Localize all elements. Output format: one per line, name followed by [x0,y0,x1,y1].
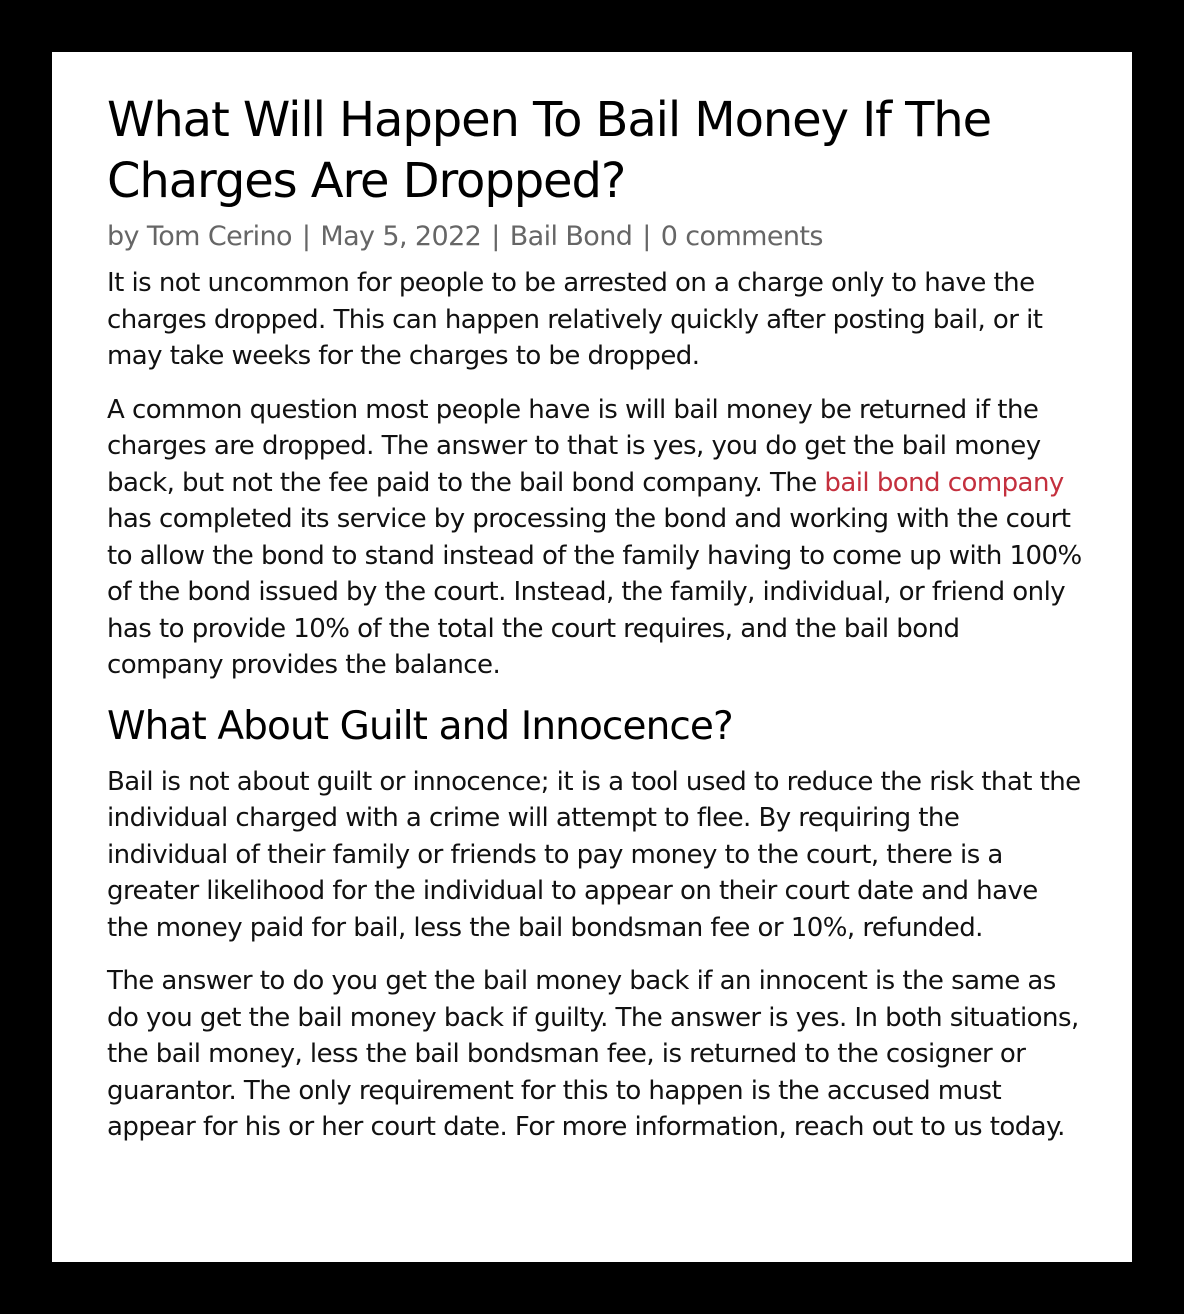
paragraph-intro: It is not uncommon for people to be arrested on a charge only to have the charges dropped. This can happen relatively quickly after posting bail, or it may take weeks for the charges to be dropped. [107,268,1043,371]
paragraph-bail-return [107,392,1082,684]
paragraph-conclusion: The answer to do you get the bail money back if an innocent is the same as do you get the bail money back if guilty. The answer is yes. In both situations, the bail money, less the bail bondsman fee, is returned to the cosigner or guarantor. The only requirement for this to happen is the accused must appear for his or her court date. For more information, reach out to us today. [107,966,1079,1142]
meta-separator: | [491,221,500,252]
article-content [107,90,1082,1146]
article-title: What Will Happen To Bail Money If The Charges Are Dropped? [107,92,992,209]
meta-author-link[interactable]: Tom Cerino [146,221,292,252]
meta-date: May 5, 2022 [320,221,482,252]
section-heading: What About Guilt and Innocence? [107,703,733,749]
meta-by-label: by [107,221,139,252]
meta-separator: | [642,221,651,252]
bail-bond-company-link[interactable]: bail bond company [824,467,1064,498]
meta-separator: | [301,221,311,252]
post-meta [107,221,1082,253]
article-card [52,52,1132,1262]
paragraph-text: has completed its service by processing the bond and working with the court to allow the bond to stand instead of the family having to come up with 100% of the bond issued by the court. Instead, the family, individual, or friend only has to provide 10% of the total the court requires, and the bail bond company provides the balance. [107,504,1082,680]
paragraph-text: A common question most people have is will bail money be returned if the charges are dropped. The answer to that is yes, you do get the bail money back, but not the fee paid to the bail bond company. The [107,394,1041,498]
paragraph-guilt: Bail is not about guilt or innocence; it is a tool used to reduce the risk that the individual charged with a crime will attempt to flee. By requiring the individual of their family or friends to pay money to the court, there is a greater likelihood for the individual to appear on their court date and have the money paid for bail, less the bail bondsman fee or 10%, refunded. [107,766,1081,943]
meta-category-link[interactable]: Bail Bond [509,221,633,252]
meta-comments-link[interactable]: 0 comments [660,221,823,252]
